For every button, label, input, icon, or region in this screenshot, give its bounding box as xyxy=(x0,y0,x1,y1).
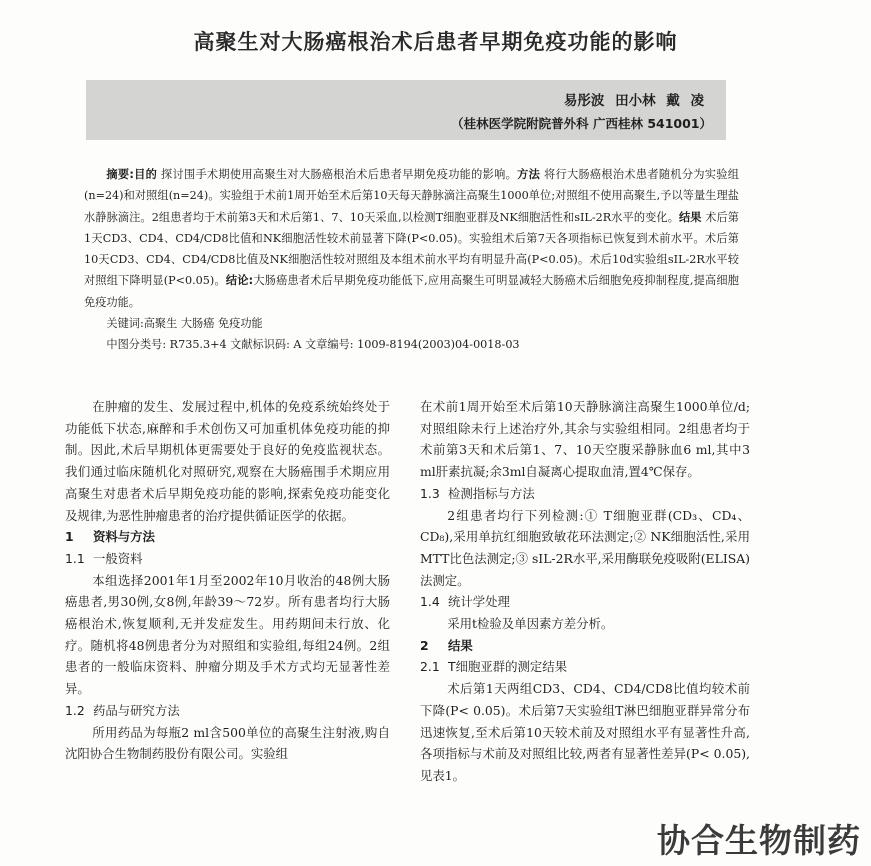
paragraph-1-2: 所用药品为每瓶2 ml含500单位的高聚生注射液,购自沈阳协合生物制药股份有限公司。实验组 xyxy=(65,724,390,762)
method-label: 方法 xyxy=(517,168,541,181)
section-title: 一般资料 xyxy=(93,550,143,566)
right-column xyxy=(420,396,750,787)
section-title: 检测指标与方法 xyxy=(448,485,535,501)
section-number: 2 xyxy=(420,637,429,653)
left-column xyxy=(65,396,390,765)
classification-line: 中图分类号: R735.3+4 文献标识码: A 文章编号: 1009-8194(2003)04-0018-03 xyxy=(106,338,520,352)
keywords: 关键词:高聚生 大肠癌 免疫功能 xyxy=(106,317,263,331)
result-label: 结果 xyxy=(678,210,702,224)
section-heading-1 xyxy=(65,526,390,548)
method-text: 将行大肠癌根治术患者随机分为实验组(n=24)和对照组(n=24)。实验组于术前1周开始至术后第10天每天静脉滴注高聚生1000单位;对照组不使用高聚生,予以等量生理盐水静脉滴注。2组患者均于术前第3天和术后第1、7、10天采血,以检测T细胞亚群及NK细胞活性和sIL-2R水平的变化。 xyxy=(84,168,739,224)
article-title: 高聚生对大肠癌根治术后患者早期免疫功能的影响 xyxy=(193,30,678,54)
paragraph-1-3: 2组患者均行下列检测:① T细胞亚群(CD₃、CD₄、CD₈),采用单抗红细胞致敏花环法测定;② NK细胞活性,采用MTT比色法测定;③ sIL-2R水平,采用酶联免疫吸附(ELISA)法测定。 xyxy=(420,507,750,588)
section-heading-1-3 xyxy=(420,483,750,505)
section-heading-2-1 xyxy=(420,656,750,678)
purpose-label: 目的 xyxy=(133,168,158,181)
section-number: 1 xyxy=(65,529,74,545)
watermark: 协合生物制药 xyxy=(657,821,861,860)
intro-paragraph: 在肿瘤的发生、发展过程中,机体的免疫系统始终处于功能低下状态,麻醉和手术创伤又可加重机体免疫功能的抑制。因此,术后早期机体更需要处于良好的免疫监视状态。我们通过临床随机化对照研究,观察在大肠癌围手术期应用高聚生对患者术后早期免疫功能的影响,探索免疫功能变化及规律,为恶性肿瘤患者的治疗提供循证医学的依据。 xyxy=(65,399,390,523)
section-title: 药品与研究方法 xyxy=(93,702,180,718)
purpose-text: 探讨围手术期使用高聚生对大肠癌根治术后患者早期免疫功能的影响。 xyxy=(157,168,518,181)
section-title: T细胞亚群的测定结果 xyxy=(448,659,568,675)
paragraph-1-4: 采用t检验及单因素方差分析。 xyxy=(447,616,614,632)
abstract-label: 摘要: xyxy=(106,168,134,181)
conclusion-label: 结论: xyxy=(225,274,254,288)
result-text: 术后第1天CD3、CD4、CD4/CD8比值和NK细胞活性较术前显著下降(P<0.05)。实验组术后第7天各项指标已恢复到术前水平。术后第10天CD3、CD4、CD4/CD8比值及NK细胞活性较对照组及本组术前水平均有明显升高(P<0.05)。术后10d实验组sIL-2R水平较对照组下降明显(P<0.05)。 xyxy=(84,210,739,288)
section-number: 1.3 xyxy=(420,485,440,501)
section-title: 统计学处理 xyxy=(448,594,510,610)
paragraph-1-2-continued: 在术前1周开始至术后第10天静脉滴注高聚生1000单位/d;对照组除未行上述治疗外,其余与实验组相同。2组患者均于术前第3天和术后第1、7、10天空腹采静脉血6 ml,其中3 ml肝素抗凝;余3ml自凝离心提取血清,置4℃保存。 xyxy=(420,399,750,480)
author-band xyxy=(86,80,726,140)
section-number: 1.4 xyxy=(420,594,440,610)
conclusion-text: 大肠癌患者术后早期免疫功能低下,应用高聚生可明显减轻大肠癌术后细胞免疫抑制程度,提高细胞免疫功能。 xyxy=(84,274,739,309)
section-number: 1.1 xyxy=(65,550,85,566)
affiliation: （桂林医学院附院普外科 广西桂林 541001） xyxy=(451,116,712,131)
section-heading-1-1 xyxy=(65,548,390,570)
section-title: 结果 xyxy=(448,637,473,653)
section-heading-1-4 xyxy=(420,591,750,613)
section-number: 1.2 xyxy=(65,702,85,718)
section-title: 资料与方法 xyxy=(93,529,155,545)
section-number: 2.1 xyxy=(420,659,440,675)
section-heading-1-2 xyxy=(65,700,390,722)
paragraph-1-1: 本组选择2001年1月至2002年10月收治的48例大肠癌患者,男30例,女8例,年龄39～72岁。所有患者均行大肠癌根治术,恢复顺利,无并发症发生。用药期间未行放、化疗。随机将48例患者分为对照组和实验组,每组24例。2组患者的一般临床资料、肿瘤分期及手术方式均无显著性差异。 xyxy=(65,572,390,697)
section-heading-2 xyxy=(420,635,750,657)
paragraph-2-1: 术后第1天两组CD3、CD4、CD4/CD8比值均较术前下降(P< 0.05)。术后第7天实验组T淋巴细胞亚群异常分布迅速恢复,至术后第10天较术前及对照组水平有显著性升高,各项指标与术前及对照组比较,两者有显著性差异(P< 0.05),见表1。 xyxy=(420,681,750,783)
authors: 易彤波 田小林 戴 凌 xyxy=(563,93,704,109)
abstract-body xyxy=(84,164,739,313)
abstract xyxy=(84,164,739,355)
